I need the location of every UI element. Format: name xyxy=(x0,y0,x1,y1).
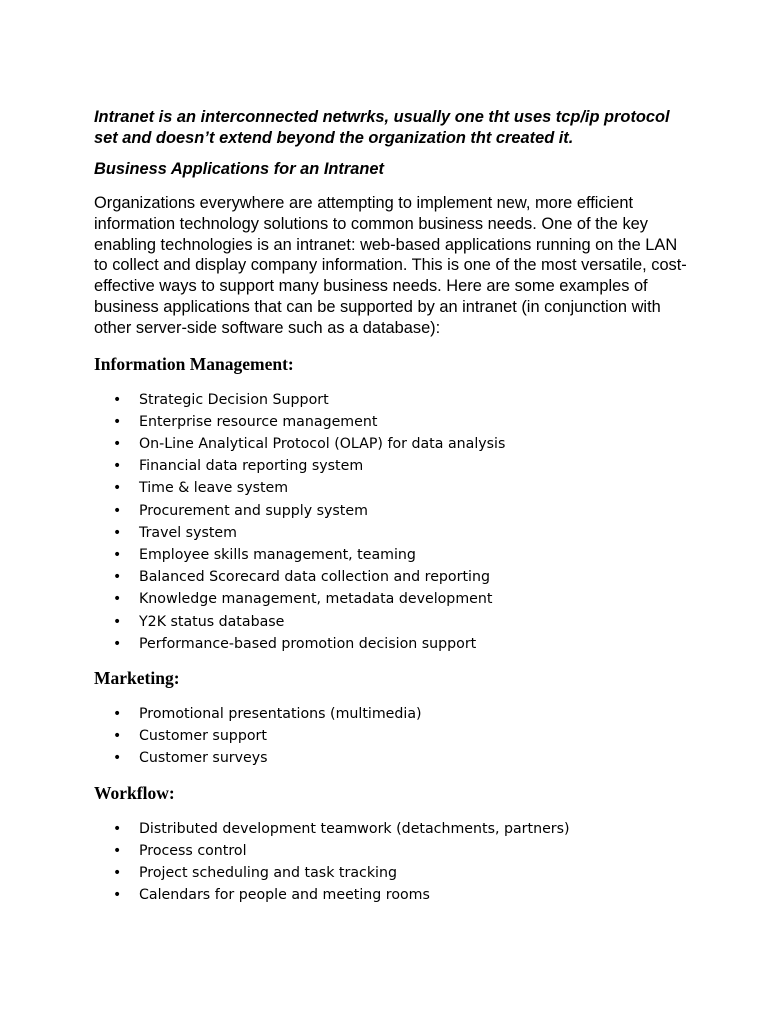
heading-marketing: Marketing: xyxy=(94,668,180,689)
list-item-text: On-Line Analytical Protocol (OLAP) for data analysis xyxy=(139,435,506,452)
list-item-text: Promotional presentations (multimedia) xyxy=(139,706,422,723)
body-paragraph: Organizations everywhere are attempting to implement new, more efficient information technology solutions to common business needs. One of the key enabling technologies is an intranet: web-based applications running on the LAN to collect and display company information. This is one of the most versatile, cost-effective ways to support many business needs. Here are some examples of business applications that can be supported by an intranet (in conjunction with other server-side software such as a database): xyxy=(94,194,687,337)
list-item-text: Y2K status database xyxy=(139,613,285,630)
list-item xyxy=(94,747,694,769)
list-item xyxy=(94,703,694,725)
bullet-icon: • xyxy=(113,706,122,723)
list-item-text: Customer support xyxy=(139,728,267,745)
list-item-text: Distributed development teamwork (detachments, partners) xyxy=(139,820,570,837)
bullet-icon: • xyxy=(113,391,122,408)
bullet-icon: • xyxy=(113,435,122,452)
bullet-icon: • xyxy=(113,613,122,630)
list-item xyxy=(94,840,694,862)
list-item-text: Travel system xyxy=(139,524,237,541)
list-item xyxy=(94,884,694,906)
list-item xyxy=(94,389,694,411)
list-item-text: Financial data reporting system xyxy=(139,458,364,475)
bullet-icon: • xyxy=(113,591,122,608)
list-item xyxy=(94,588,694,610)
list-item-text: Process control xyxy=(139,842,247,859)
list-item-text: Project scheduling and task tracking xyxy=(139,865,397,882)
list-item-text: Time & leave system xyxy=(139,480,289,497)
list-item-text: Calendars for people and meeting rooms xyxy=(139,887,430,904)
document-page xyxy=(94,107,694,918)
heading-information-management: Information Management: xyxy=(94,353,294,374)
bullet-icon: • xyxy=(113,865,122,882)
heading-workflow: Workflow: xyxy=(94,782,175,803)
bullet-icon: • xyxy=(113,842,122,859)
intro-paragraph: Intranet is an interconnected netwrks, usually one tht uses tcp/ip protocol set and doesn’t extend beyond the organization tht created it. xyxy=(94,108,670,147)
list-information-management xyxy=(94,389,694,655)
list-item-text: Procurement and supply system xyxy=(139,502,368,519)
bullet-icon: • xyxy=(113,635,122,652)
list-workflow xyxy=(94,818,694,907)
list-item xyxy=(94,455,694,477)
bullet-icon: • xyxy=(113,480,122,497)
list-item xyxy=(94,411,694,433)
bullet-icon: • xyxy=(113,458,122,475)
list-item-text: Customer surveys xyxy=(139,750,268,767)
list-item xyxy=(94,862,694,884)
bullet-icon: • xyxy=(113,413,122,430)
list-item xyxy=(94,818,694,840)
bullet-icon: • xyxy=(113,569,122,586)
list-item-text: Enterprise resource management xyxy=(139,413,378,430)
list-item-text: Strategic Decision Support xyxy=(139,391,329,408)
list-item xyxy=(94,725,694,747)
list-item xyxy=(94,500,694,522)
bullet-icon: • xyxy=(113,820,122,837)
bullet-icon: • xyxy=(113,887,122,904)
bullet-icon: • xyxy=(113,524,122,541)
list-item xyxy=(94,611,694,633)
list-item-text: Performance-based promotion decision support xyxy=(139,635,477,652)
list-item-text: Balanced Scorecard data collection and reporting xyxy=(139,569,490,586)
bullet-icon: • xyxy=(113,750,122,767)
list-marketing xyxy=(94,703,694,770)
section-title: Business Applications for an Intranet xyxy=(94,160,384,178)
list-item-text: Employee skills management, teaming xyxy=(139,547,416,563)
list-item xyxy=(94,633,694,655)
list-item xyxy=(94,566,694,588)
list-item xyxy=(94,433,694,455)
list-item xyxy=(94,544,694,566)
bullet-icon: • xyxy=(113,547,122,563)
list-item xyxy=(94,477,694,499)
bullet-icon: • xyxy=(113,728,122,745)
list-item xyxy=(94,522,694,544)
bullet-icon: • xyxy=(113,502,122,519)
list-item-text: Knowledge management, metadata development xyxy=(139,591,493,608)
